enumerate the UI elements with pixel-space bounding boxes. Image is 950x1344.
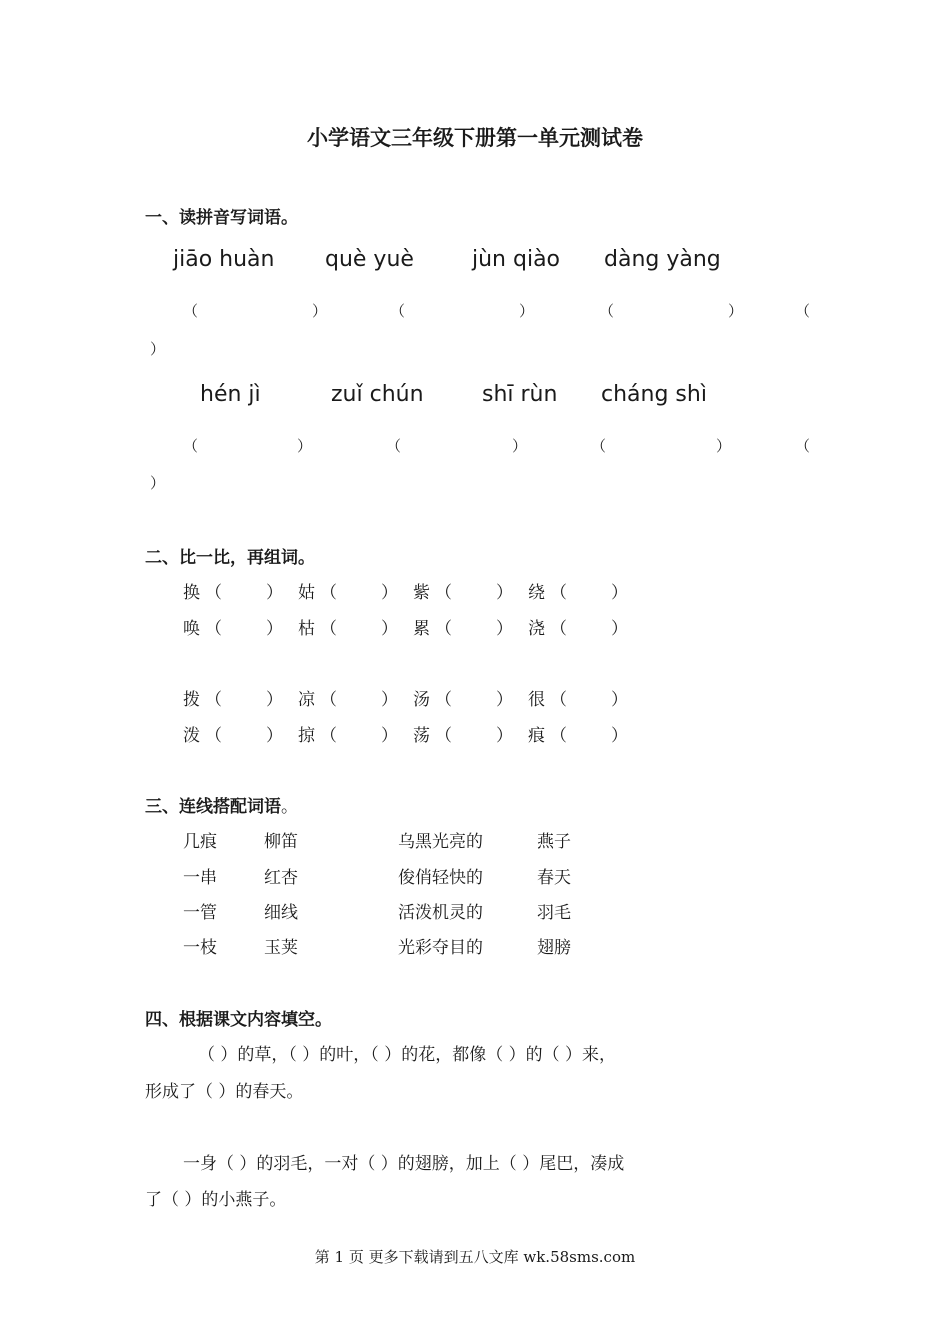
match-word: 一管 bbox=[183, 903, 217, 923]
answer-blank-open: （ bbox=[205, 619, 222, 639]
answer-blank-open: （ bbox=[435, 619, 452, 639]
section-3-heading bbox=[145, 792, 298, 817]
match-word: 翅膀 bbox=[537, 938, 571, 958]
answer-blank-open: （ bbox=[386, 437, 402, 455]
section-3-heading-period: 。 bbox=[281, 797, 298, 817]
answer-blank-close: ） bbox=[728, 302, 744, 320]
compare-character: 痕 bbox=[528, 726, 545, 746]
pinyin-item: hén jì bbox=[200, 382, 261, 407]
page-title: 小学语文三年级下册第一单元测试卷 bbox=[307, 125, 643, 150]
answer-blank-open: （ bbox=[599, 302, 615, 320]
answer-blank-open: （ bbox=[550, 690, 567, 710]
answer-blank-close: ） bbox=[381, 726, 398, 746]
answer-blank-close: ） bbox=[611, 690, 628, 710]
compare-character: 拨 bbox=[183, 690, 200, 710]
answer-blank-open: （ bbox=[320, 583, 337, 603]
answer-blank-close: ） bbox=[381, 619, 398, 639]
answer-blank-open: （ bbox=[183, 437, 199, 455]
match-word: 玉荚 bbox=[264, 938, 298, 958]
compare-character: 紫 bbox=[413, 583, 430, 603]
answer-blank-open: （ bbox=[183, 302, 199, 320]
pinyin-item: què yuè bbox=[325, 247, 414, 272]
answer-blank-close: ） bbox=[150, 474, 166, 492]
answer-blank-close: ） bbox=[150, 340, 166, 358]
compare-character: 姑 bbox=[298, 583, 315, 603]
match-word: 一串 bbox=[183, 868, 217, 888]
compare-character: 枯 bbox=[298, 619, 315, 639]
match-word: 羽毛 bbox=[537, 903, 571, 923]
compare-character: 绕 bbox=[528, 583, 545, 603]
answer-blank-open: （ bbox=[550, 583, 567, 603]
fill-blank-line: 一身（ ）的羽毛，一对（ ）的翅膀，加上（ ）尾巴，凑成 bbox=[183, 1154, 625, 1174]
answer-blank-close: ） bbox=[496, 690, 513, 710]
compare-character: 累 bbox=[413, 619, 430, 639]
answer-blank-close: ） bbox=[512, 437, 528, 455]
answer-blank-open: （ bbox=[320, 726, 337, 746]
section-2-heading: 二、比一比，再组词。 bbox=[145, 548, 315, 568]
match-word: 活泼机灵的 bbox=[398, 903, 483, 923]
answer-blank-open: （ bbox=[435, 690, 452, 710]
answer-blank-close: ） bbox=[266, 619, 283, 639]
page-footer: 第 1 页 更多下载请到五八文库 wk.58sms.com bbox=[314, 1248, 636, 1266]
match-word: 燕子 bbox=[537, 832, 571, 852]
pinyin-item: zuǐ chún bbox=[331, 382, 424, 407]
match-word: 一枝 bbox=[183, 938, 217, 958]
answer-blank-open: （ bbox=[205, 583, 222, 603]
compare-character: 掠 bbox=[298, 726, 315, 746]
answer-blank-open: （ bbox=[320, 690, 337, 710]
match-word: 俊俏轻快的 bbox=[398, 868, 483, 888]
answer-blank-close: ） bbox=[519, 302, 535, 320]
match-word: 几痕 bbox=[183, 832, 217, 852]
answer-blank-close: ） bbox=[297, 437, 313, 455]
compare-character: 泼 bbox=[183, 726, 200, 746]
compare-character: 浇 bbox=[528, 619, 545, 639]
pinyin-item: dàng yàng bbox=[604, 247, 721, 272]
answer-blank-close: ） bbox=[266, 726, 283, 746]
compare-character: 荡 bbox=[413, 726, 430, 746]
answer-blank-close: ） bbox=[611, 726, 628, 746]
section-3-heading-text: 三、连线搭配词语 bbox=[145, 797, 281, 817]
answer-blank-close: ） bbox=[266, 583, 283, 603]
match-word: 细线 bbox=[264, 903, 298, 923]
pinyin-item: jùn qiào bbox=[472, 247, 561, 272]
answer-blank-close: ） bbox=[381, 583, 398, 603]
answer-blank-open: （ bbox=[435, 726, 452, 746]
answer-blank-open: （ bbox=[550, 619, 567, 639]
compare-character: 凉 bbox=[298, 690, 315, 710]
answer-blank-close: ） bbox=[496, 726, 513, 746]
answer-blank-close: ） bbox=[716, 437, 732, 455]
section-1-heading: 一、读拼音写词语。 bbox=[145, 208, 298, 228]
answer-blank-open: （ bbox=[435, 583, 452, 603]
match-word: 柳笛 bbox=[264, 832, 298, 852]
match-word: 光彩夺目的 bbox=[398, 938, 483, 958]
answer-blank-open: （ bbox=[205, 690, 222, 710]
answer-blank-close: ） bbox=[312, 302, 328, 320]
pinyin-item: jiāo huàn bbox=[173, 247, 275, 272]
answer-blank-close: ） bbox=[611, 619, 628, 639]
match-word: 乌黑光亮的 bbox=[398, 832, 483, 852]
match-word: 红杏 bbox=[264, 868, 298, 888]
answer-blank-open: （ bbox=[795, 437, 811, 455]
compare-character: 唤 bbox=[183, 619, 200, 639]
answer-blank-close: ） bbox=[266, 690, 283, 710]
match-word: 春天 bbox=[537, 868, 571, 888]
section-4-heading: 四、根据课文内容填空。 bbox=[145, 1010, 332, 1030]
compare-character: 换 bbox=[183, 583, 200, 603]
answer-blank-close: ） bbox=[611, 583, 628, 603]
fill-blank-line: （ ）的草，（ ）的叶，（ ）的花，都像（ ）的（ ）来， bbox=[198, 1045, 617, 1065]
fill-blank-line: 了（ ）的小燕子。 bbox=[145, 1190, 287, 1210]
fill-blank-line: 形成了（ ）的春天。 bbox=[145, 1082, 304, 1102]
pinyin-item: shī rùn bbox=[482, 382, 558, 407]
answer-blank-close: ） bbox=[496, 583, 513, 603]
answer-blank-open: （ bbox=[591, 437, 607, 455]
answer-blank-open: （ bbox=[320, 619, 337, 639]
compare-character: 很 bbox=[528, 690, 545, 710]
answer-blank-open: （ bbox=[795, 302, 811, 320]
compare-character: 汤 bbox=[413, 690, 430, 710]
answer-blank-close: ） bbox=[496, 619, 513, 639]
answer-blank-open: （ bbox=[205, 726, 222, 746]
answer-blank-open: （ bbox=[550, 726, 567, 746]
answer-blank-open: （ bbox=[390, 302, 406, 320]
answer-blank-close: ） bbox=[381, 690, 398, 710]
pinyin-item: cháng shì bbox=[601, 382, 707, 407]
